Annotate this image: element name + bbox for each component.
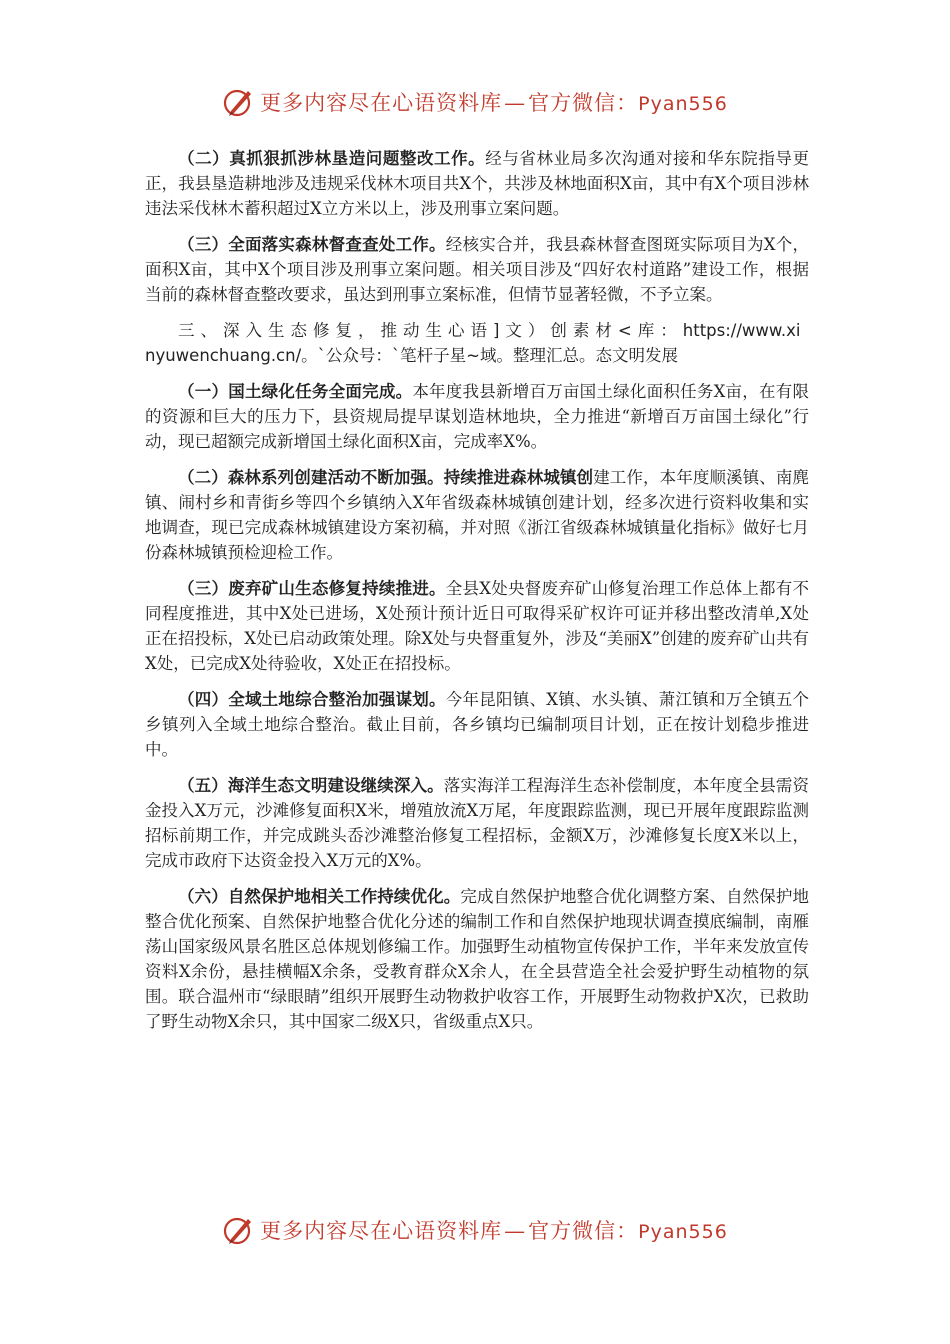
paragraph-lead: （四）全域土地综合整治加强谋划。	[178, 690, 446, 709]
watermark-wechat-label: 官方微信：	[528, 91, 639, 115]
paragraph-2-3	[145, 232, 809, 307]
watermark-site-text: 更多内容尽在心语资料库	[260, 1219, 503, 1243]
section-heading-part2: 。`公众号：`笔杆子星~域。整理汇总。态文明发展	[301, 346, 678, 365]
paragraph-lead: （三）废弃矿山生态修复持续推进。	[178, 579, 446, 598]
pen-logo-icon	[222, 1213, 256, 1247]
watermark-banner-bottom	[0, 1210, 950, 1250]
paragraph-2-2	[145, 146, 809, 221]
paragraph-3-1	[145, 379, 809, 454]
paragraph-lead: （二）真抓狠抓涉林垦造问题整改工作。	[178, 149, 486, 168]
paragraph-body: 全县X处央督废弃矿山修复治理工作总体上都有不同程度推进，其中X处已进场，X处预计预计近日可取得采矿权许可证并移出整改清单,X处正在招投标，X处已启动政策处理。除X处与央督重复外，涉及“美丽X”创建的废弃矿山共有X处，已完成X处待验收，X处正在招投标。	[145, 579, 810, 673]
section-heading-url: https://www.xinyuwenchuang.cn/	[145, 321, 801, 365]
paragraph-lead: （六）自然保护地相关工作持续优化。	[178, 887, 461, 906]
paragraph-lead: （三）全面落实森林督查查处工作。	[178, 235, 446, 254]
paragraph-body: 经核实合并，我县森林督查图斑实际项目为X个，面积X亩，其中X个项目涉及刑事立案问题。相关项目涉及“四好农村道路”建设工作，根据当前的森林督查整改要求，虽达到刑事立案标准，但情节显著轻微，不予立案。	[145, 235, 810, 304]
paragraph-3-2	[145, 465, 809, 565]
paragraph-3-3	[145, 576, 809, 676]
paragraph-lead: （二）森林系列创建活动不断加强。持续推进森林城镇创	[178, 468, 594, 487]
paragraph-lead: （一）国土绿化任务全面完成。	[178, 382, 413, 401]
section-heading-3	[145, 318, 809, 368]
watermark-wechat-label: 官方微信：	[528, 1219, 639, 1243]
watermark-separator: —	[504, 1219, 527, 1243]
watermark-wechat-id: Pyan556	[638, 93, 728, 115]
paragraph-body: 经与省林业局多次沟通对接和华东院指导更正，我县垦造耕地涉及违规采伐林木项目共X个，共涉及林地面积X亩，其中有X个项目涉林违法采伐林木蓄积超过X立方米以上，涉及刑事立案问题。	[145, 149, 810, 218]
paragraph-3-5	[145, 773, 809, 873]
paragraph-3-4	[145, 687, 809, 762]
paragraph-body: 完成自然保护地整合优化调整方案、自然保护地整合优化预案、自然保护地整合优化分述的编制工作和自然保护地现状调查摸底编制，南雁荡山国家级风景名胜区总体规划修编工作。加强野生动植物宣传保护工作，半年来发放宣传资料X余份，悬挂横幅X余条，受教育群众X余人，在全县营造全社会爱护野生动植物的氛围。联合温州市“绿眼睛”组织开展野生动物救护收容工作，开展野生动物救护X次，已救助了野生动物X余只，其中国家二级X只，省级重点X只。	[145, 887, 810, 1031]
document-body	[145, 146, 809, 1045]
watermark-site-text: 更多内容尽在心语资料库	[260, 91, 503, 115]
paragraph-body: 本年度我县新增百万亩国土绿化面积任务X亩，在有限的资源和巨大的压力下，县资规局提早谋划造林地块，全力推进“新增百万亩国土绿化”行动，现已超额完成新增国土绿化面积X亩，完成率X%。	[145, 382, 809, 451]
paragraph-3-6	[145, 884, 809, 1034]
section-heading-part1: 三、深入生态修复，推动生心语]文）创素材<库：	[178, 321, 683, 340]
pen-logo-icon	[222, 85, 256, 119]
paragraph-body: 建工作，本年度顺溪镇、南麂镇、闹村乡和青街乡等四个乡镇纳入X年省级森林城镇创建计划，经多次进行资料收集和实地调查，现已完成森林城镇建设方案初稿，并对照《浙江省级森林城镇量化指标》做好七月份森林城镇预检迎检工作。	[145, 468, 810, 562]
watermark-separator: —	[504, 91, 527, 115]
watermark-banner-top	[0, 82, 950, 122]
watermark-wechat-id: Pyan556	[638, 1221, 728, 1243]
paragraph-body: 落实海洋工程海洋生态补偿制度，本年度全县需资金投入X万元，沙滩修复面积X米，增殖放流X万尾，年度跟踪监测，现已开展年度跟踪监测招标前期工作，并完成跳头岙沙滩整治修复工程招标，金额X万，沙滩修复长度X米以上，完成市政府下达资金投入X万元的X%。	[145, 776, 810, 870]
paragraph-lead: （五）海洋生态文明建设继续深入。	[178, 776, 444, 795]
paragraph-body: 今年昆阳镇、X镇、水头镇、萧江镇和万全镇五个乡镇列入全域土地综合整治。截止目前，各乡镇均已编制项目计划，正在按计划稳步推进中。	[145, 690, 810, 759]
